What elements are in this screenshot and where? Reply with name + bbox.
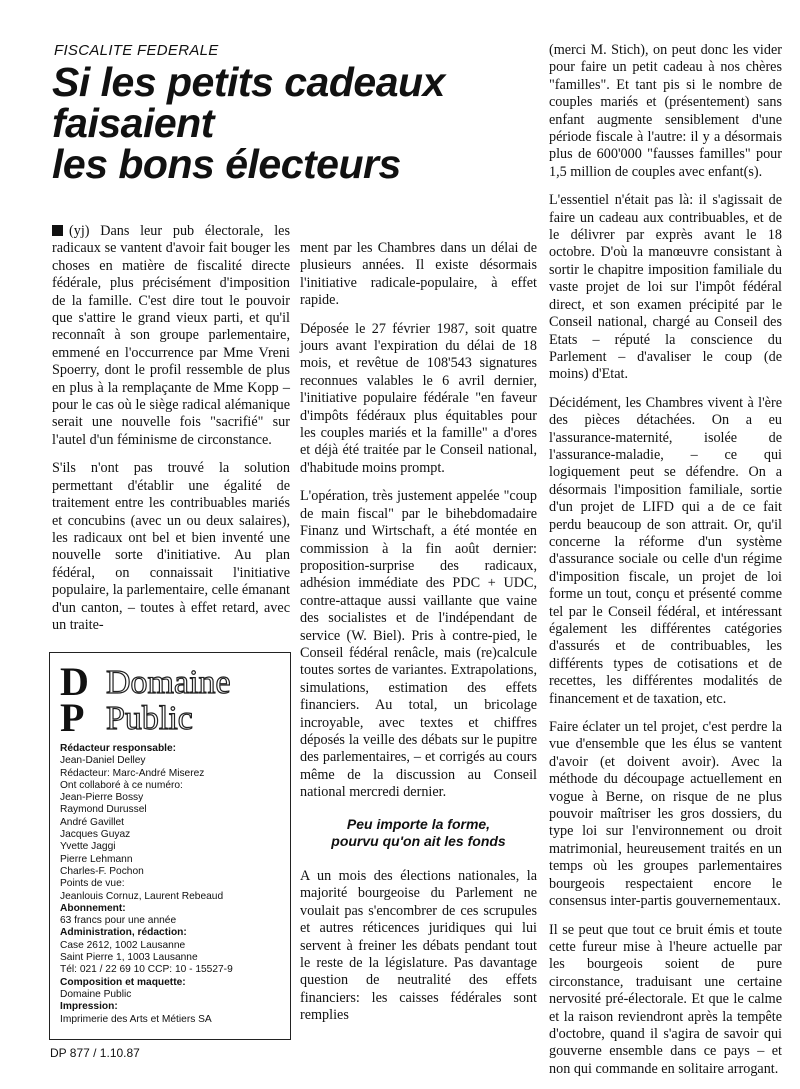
masthead-line: Administration, rédaction:: [60, 927, 187, 939]
paragraph: [52, 223, 290, 449]
masthead-line: Rédacteur: Marc-André Miserez: [60, 767, 205, 779]
headline-line: les bons électeurs: [52, 141, 401, 187]
masthead-line: Jeanlouis Cornuz, Laurent Rebeaud: [60, 890, 224, 902]
paragraph: Il se peut que tout ce bruit émis et toute cette fureur mise à l'heure actuelle par les bourgeois soient de pure circonstance, traduisant une certaine nervosité pré-électorale. Et que le calme et la raison reviendront après la tempête d'octobre, quand il s'agira de savoir qui gouverne ensemble dans ce pays – et non qui commande en solitaire arrogant.: [549, 921, 782, 1077]
masthead-line: Yvette Jaggi: [60, 841, 116, 853]
paragraph: L'essentiel n'était pas là: il s'agissait de faire un cadeau aux contribuables, et de le délivrer par exprès avant le 18 octobre. D'où la manœuvre consistant à sortir le chapitre imposition familiale du vaste projet de loi sur l'impôt fédéral direct, et son examen précipité par le Conseil national, chargé au Conseil des Etats – réputé la conscience du Parlement – d'avaliser le coup (de moins) d'Etat.: [549, 192, 782, 383]
article-column-2-continued: [300, 868, 537, 1036]
masthead-line: Points de vue:: [60, 878, 125, 890]
square-bullet-icon: [52, 225, 63, 236]
domaine-public-logo: [56, 659, 284, 733]
subheading-line: Peu importe la forme,: [346, 816, 491, 832]
paragraph: Déposée le 27 février 1987, soit quatre jours avant l'expiration du délai de 18 mois, et revêtue de 108'543 signatures reconnues valables le 6 avril dernier, l'initiative populaire fédérale "en faveur d'impôts fédéraux plus équitables pour les couples mariés et la famille" a d'ores et déjà été traitée par le Conseil national, d'habitude moins prompt.: [300, 320, 537, 476]
logo-letter: P: [60, 695, 85, 733]
logo-word: Domaine: [106, 664, 231, 701]
masthead-line: Pierre Lehmann: [60, 853, 133, 865]
article-column-2: [300, 240, 537, 813]
masthead-line: Rédacteur responsable:: [60, 743, 177, 754]
masthead-line: Abonnement:: [60, 902, 126, 914]
headline-line: Si les petits cadeaux: [52, 59, 445, 105]
masthead-line: Charles-F. Pochon: [60, 865, 144, 877]
masthead-line: Jean-Pierre Bossy: [60, 792, 144, 804]
subheading-line: pourvu qu'on ait les fonds: [331, 833, 506, 849]
masthead-line: Jean-Daniel Delley: [60, 755, 146, 767]
paragraph-text: (yj) Dans leur pub électorale, les radicaux se vantent d'avoir fait bouger les choses en matière de fiscalité directe fédérale, plus précisément d'imposition de la famille. C'est dire tout le pouvoir que s'attire le grand vieux parti, et qu'il reconnaît à son groupe parlementaire, emmené en l'occurrence par Mme Vreni Spoerry, dont le profil ressemble de plus en plus à la remplaçante de Mme Kopp – pour le cas où le siège radical alémanique serait une nouvelle fois "sacrifié" sur l'autel d'un féminisme de circonstance.: [52, 223, 290, 448]
masthead-box: [49, 652, 291, 1040]
masthead-line: Case 2612, 1002 Lausanne: [60, 939, 186, 951]
article-subheading: [300, 816, 537, 850]
article-rubric: FISCALITE FEDERALE: [54, 42, 219, 59]
paragraph: (merci M. Stich), on peut donc les vider pour faire un petit cadeau à nos chères "familles". Et tant pis si le nombre de couples mariés et (présentement) sans enfant augmente sensiblement d'une période fiscale à l'autre: il y a désormais plus de 600'000 "fausses familles" pour 1,5 million de couples avec enfant(s).: [549, 42, 782, 180]
page-footer-issue: DP 877 / 1.10.87: [50, 1046, 140, 1060]
masthead-line: Tél: 021 / 22 69 10 CCP: 10 - 15527-9: [60, 964, 233, 976]
paragraph: ment par les Chambres dans un délai de plusieurs années. Il existe désormais l'initiative radicale-populaire, à effet rapide.: [300, 240, 537, 309]
masthead-line: Ont collaboré à ce numéro:: [60, 779, 183, 791]
masthead-line: Imprimerie des Arts et Métiers SA: [60, 1013, 212, 1025]
logo-word: Public: [106, 700, 193, 733]
masthead-line: Domaine Public: [60, 988, 132, 1000]
paragraph: L'opération, très justement appelée "coup de main fiscal" par le bihebdomadaire Finanz und Wirtschaft, a été montée en commission à la fin août dernier: proposition-surprise des radicaux, adhésion immédiate des PDC + UDC, contre-attaque aussi vaillante que vaine des socialistes et de l'indépendant de service (W. Biel). Pris à contre-pied, le Conseil fédéral renâcle, mais (re)calcule toutes sortes de variantes. Extrapolations, simulations, estimation des effets financiers. Au total, un bricolage incroyable, avec textes et chiffres déposés la veille des débats sur le pupitre des parlementaires, – et corrigés au cours même de la discussion au Conseil national mercredi dernier.: [300, 488, 537, 801]
masthead-line: Raymond Durussel: [60, 804, 147, 816]
article-column-3: [549, 42, 782, 1089]
article-column-1: [52, 223, 290, 645]
headline-line: faisaient: [52, 100, 214, 146]
paragraph: Faire éclater un tel projet, c'est perdre la vue d'ensemble que les élus se vantent d'avoir (et doivent avoir). Avec la méthode du découpage actuellement en vogue à Berne, on risque de ne plus pouvoir maîtriser les gros dossiers, du type loi sur l'environnement ou droit matrimonial, heureusement traités en un temps où les groupes parlementaires bourgeois respectaient encore le consensus inter-partis gouvernementaux.: [549, 719, 782, 910]
masthead-line: 63 francs pour une année: [60, 915, 177, 927]
masthead-line: Impression:: [60, 1001, 118, 1013]
masthead-line: Saint Pierre 1, 1003 Lausanne: [60, 952, 198, 964]
paragraph: A un mois des élections nationales, la majorité bourgeoise du Parlement ne voulait pas s'encombrer de ces scrupules et autres réticences juridiques qui lui servent à freiner les débats pendant tout le reste de la législature. Pas davantage question de neutralité des effets financiers: les caisses fédérales sont remplies: [300, 868, 537, 1024]
paragraph: S'ils n'ont pas trouvé la solution permettant d'établir une égalité de traitement entre les contribuables mariés et concubins (avec un ou deux salaires), les radicaux ont bel et bien inventé une nouvelle sorte d'initiative. Au plan fédéral, on connaissait l'initiative populaire, la parlementaire, celle émanant d'un canton, – toutes à effet retard, avec un traite-: [52, 460, 290, 633]
masthead-line: Composition et maquette:: [60, 976, 186, 988]
masthead-credits: [60, 743, 284, 1026]
masthead-line: André Gavillet: [60, 816, 124, 828]
logo-letter: D: [60, 659, 89, 704]
masthead-line: Jacques Guyaz: [60, 829, 131, 841]
article-headline: [52, 59, 522, 187]
paragraph: Décidément, les Chambres vivent à l'ère des pièces détachées. On a eu l'assurance-maternité, isolée de l'assurance-maladie, – ce qui logiquement peut se défendre. On a désormais l'imposition familiale, sortie d'un projet de LIFD qui a de ce fait perdu beaucoup de son attrait. Or, qu'il concerne la réforme d'un système d'assurance sociale ou celle d'un régime d'imposition fiscale, un projet de loi forme un tout, conçu et présenté comme tel par le Conseil fédéral, et intéressant également les différentes catégories d'assurés et de contribuables, les différents types de cotisations et de recettes, les différentes modalités de financement et de taxation, etc.: [549, 394, 782, 707]
